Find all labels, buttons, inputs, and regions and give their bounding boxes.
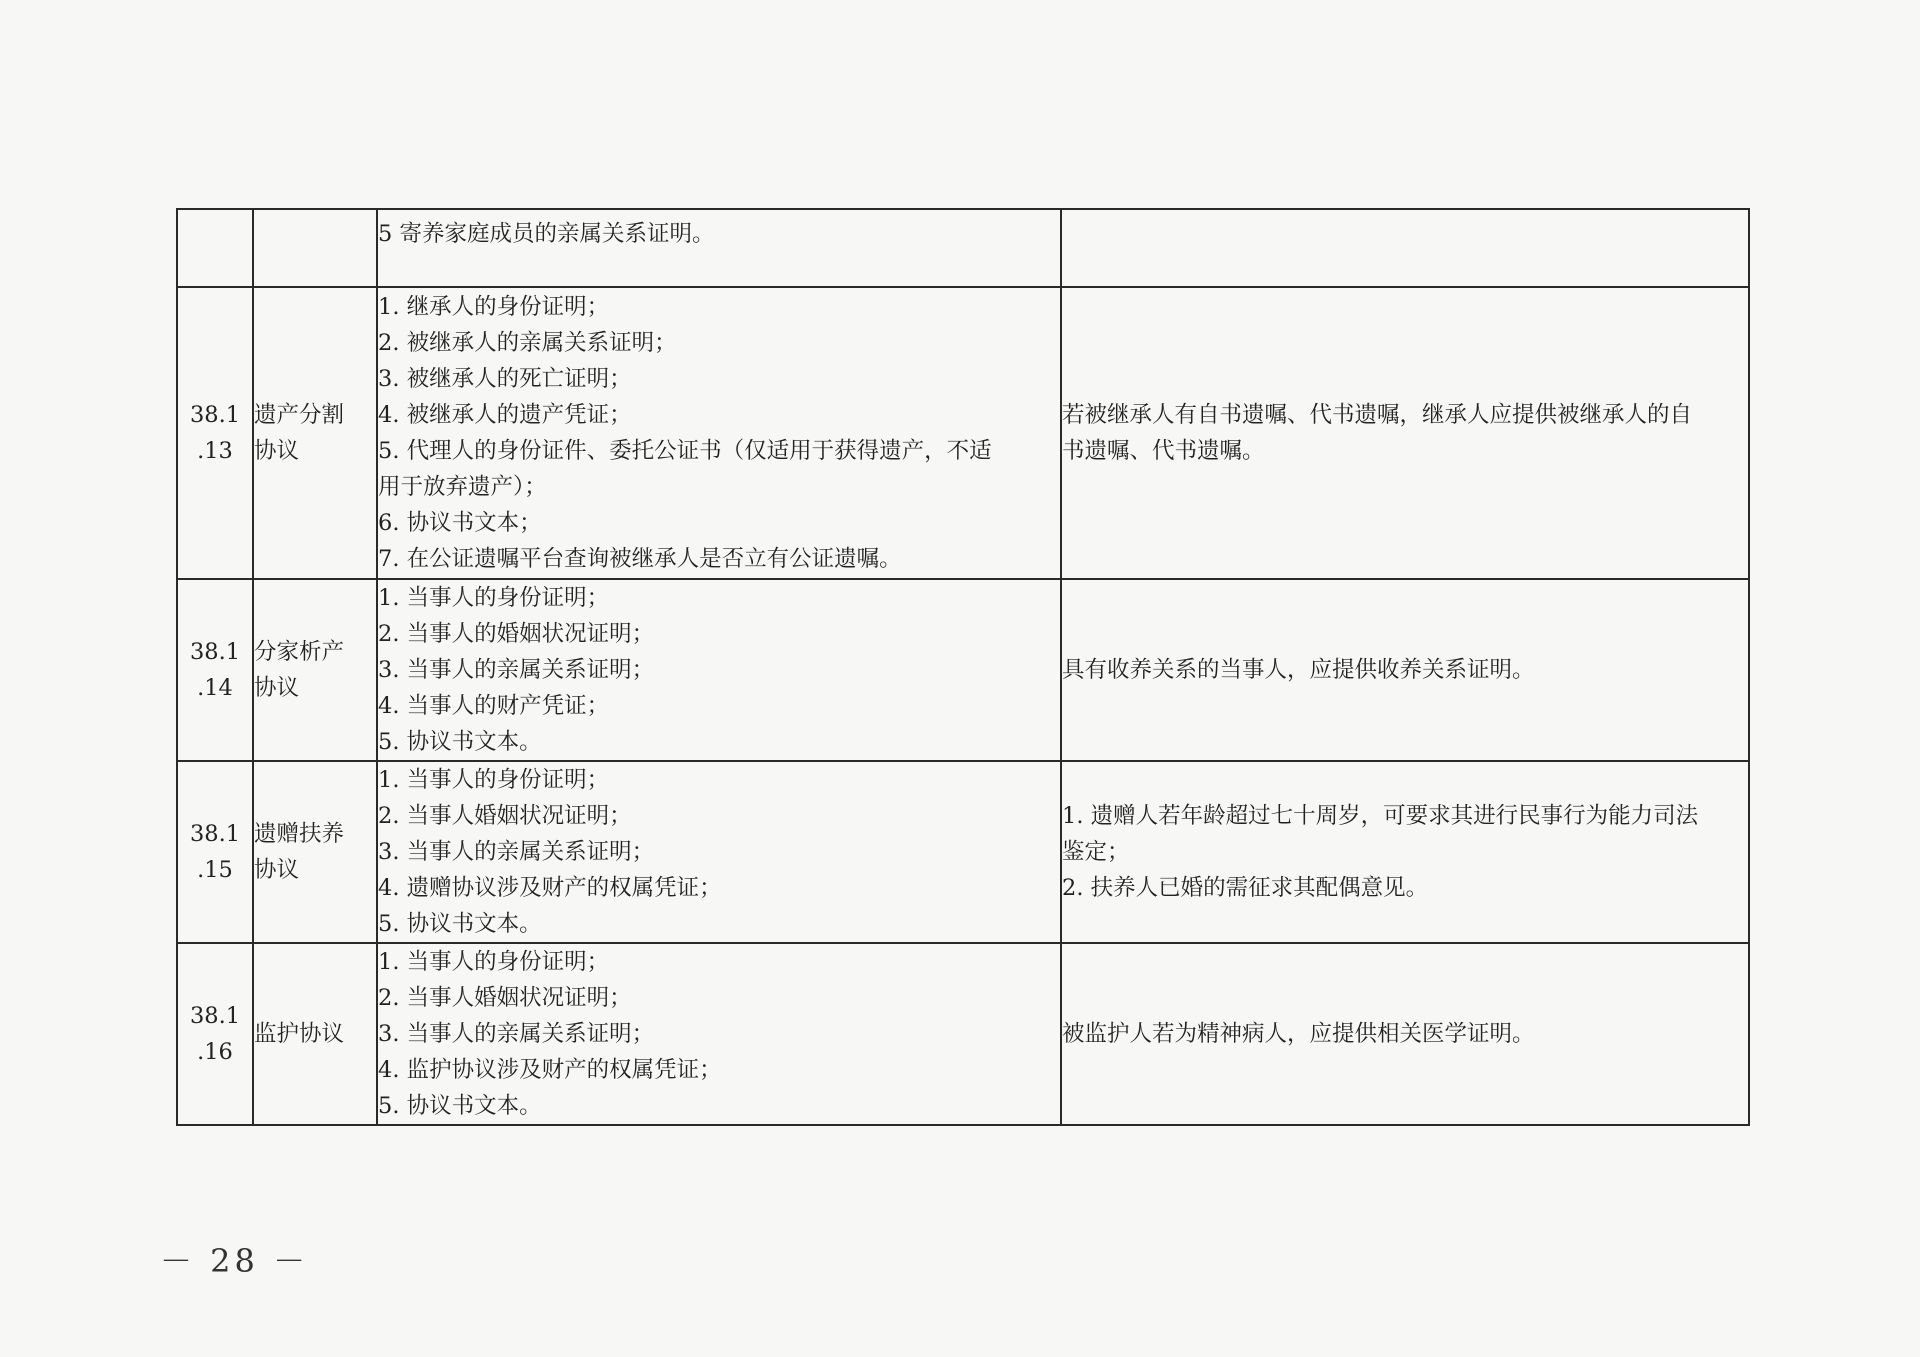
item-code: 38.1 .15 [189, 821, 241, 883]
remark-line: 鉴定； [1062, 839, 1130, 865]
material-line: 2. 当事人的婚姻状况证明； [378, 621, 655, 647]
page-number: － 28 － [160, 1242, 310, 1280]
material-line: 3. 当事人的亲属关系证明； [378, 839, 655, 865]
required-materials-cell [377, 287, 1061, 579]
remark-line: 书遗嘱、代书遗嘱。 [1062, 438, 1265, 464]
material-line: 4. 被继承人的遗产凭证； [378, 402, 632, 428]
table-row [177, 579, 1749, 761]
material-line: 4. 遗赠协议涉及财产的权属凭证； [378, 875, 722, 901]
remarks-cell [1061, 761, 1749, 943]
item-code: 38.1 .13 [189, 402, 241, 464]
material-line: 1. 继承人的身份证明； [378, 294, 610, 320]
material-line: 3. 被继承人的死亡证明； [378, 366, 632, 392]
remark-line: 被监护人若为精神病人，应提供相关医学证明。 [1062, 1021, 1535, 1047]
required-materials-cell [377, 943, 1061, 1125]
material-line: 4. 当事人的财产凭证； [378, 693, 610, 719]
material-line: 5. 协议书文本。 [378, 729, 542, 755]
material-line: 3. 当事人的亲属关系证明； [378, 657, 655, 683]
remarks-cell [1061, 943, 1749, 1125]
material-line: 用于放弃遗产）； [378, 474, 547, 500]
material-line: 2. 当事人婚姻状况证明； [378, 985, 632, 1011]
material-line: 2. 当事人婚姻状况证明； [378, 803, 632, 829]
material-line: 2. 被继承人的亲属关系证明； [378, 330, 677, 356]
table-row [177, 209, 1749, 287]
remarks-cell [1061, 579, 1749, 761]
material-line: 1. 当事人的身份证明； [378, 949, 610, 975]
item-name: 遗产分割 协议 [254, 402, 345, 464]
item-code-cell [177, 209, 253, 287]
item-name: 分家析产 协议 [254, 639, 345, 701]
required-materials-cell [377, 579, 1061, 761]
item-code-cell [177, 761, 253, 943]
remark-line: 若被继承人有自书遗嘱、代书遗嘱，继承人应提供被继承人的自 [1062, 402, 1693, 428]
material-line: 5 寄养家庭成员的亲属关系证明。 [378, 221, 715, 247]
remark-line: 具有收养关系的当事人，应提供收养关系证明。 [1062, 657, 1535, 683]
remark-line: 1. 遗赠人若年龄超过七十周岁，可要求其进行民事行为能力司法 [1062, 803, 1699, 829]
item-name: 监护协议 [254, 1021, 345, 1047]
table-body [177, 209, 1749, 1125]
required-materials-cell [377, 761, 1061, 943]
material-line: 4. 监护协议涉及财产的权属凭证； [378, 1057, 722, 1083]
item-code-cell [177, 287, 253, 579]
item-name-cell [253, 287, 377, 579]
table-row [177, 287, 1749, 579]
item-name-cell [253, 943, 377, 1125]
material-line: 5. 协议书文本。 [378, 911, 542, 937]
material-line: 1. 当事人的身份证明； [378, 585, 610, 611]
material-line: 1. 当事人的身份证明； [378, 767, 610, 793]
material-line: 6. 协议书文本； [378, 510, 542, 536]
required-materials-cell [377, 209, 1061, 287]
item-code-cell [177, 579, 253, 761]
remark-line: 2. 扶养人已婚的需征求其配偶意见。 [1062, 875, 1429, 901]
item-name-cell [253, 579, 377, 761]
notary-requirements-table [176, 208, 1750, 1126]
item-code: 38.1 .16 [189, 1003, 241, 1065]
item-code: 38.1 .14 [189, 639, 241, 701]
material-line: 3. 当事人的亲属关系证明； [378, 1021, 655, 1047]
remarks-cell [1061, 287, 1749, 579]
material-line: 5. 协议书文本。 [378, 1093, 542, 1119]
table-row [177, 943, 1749, 1125]
material-line: 7. 在公证遗嘱平台查询被继承人是否立有公证遗嘱。 [378, 546, 902, 572]
remarks-cell [1061, 209, 1749, 287]
table-row [177, 761, 1749, 943]
item-name-cell [253, 209, 377, 287]
item-name-cell [253, 761, 377, 943]
item-name: 遗赠扶养 协议 [254, 821, 345, 883]
item-code-cell [177, 943, 253, 1125]
material-line: 5. 代理人的身份证件、委托公证书（仅适用于获得遗产，不适 [378, 438, 992, 464]
